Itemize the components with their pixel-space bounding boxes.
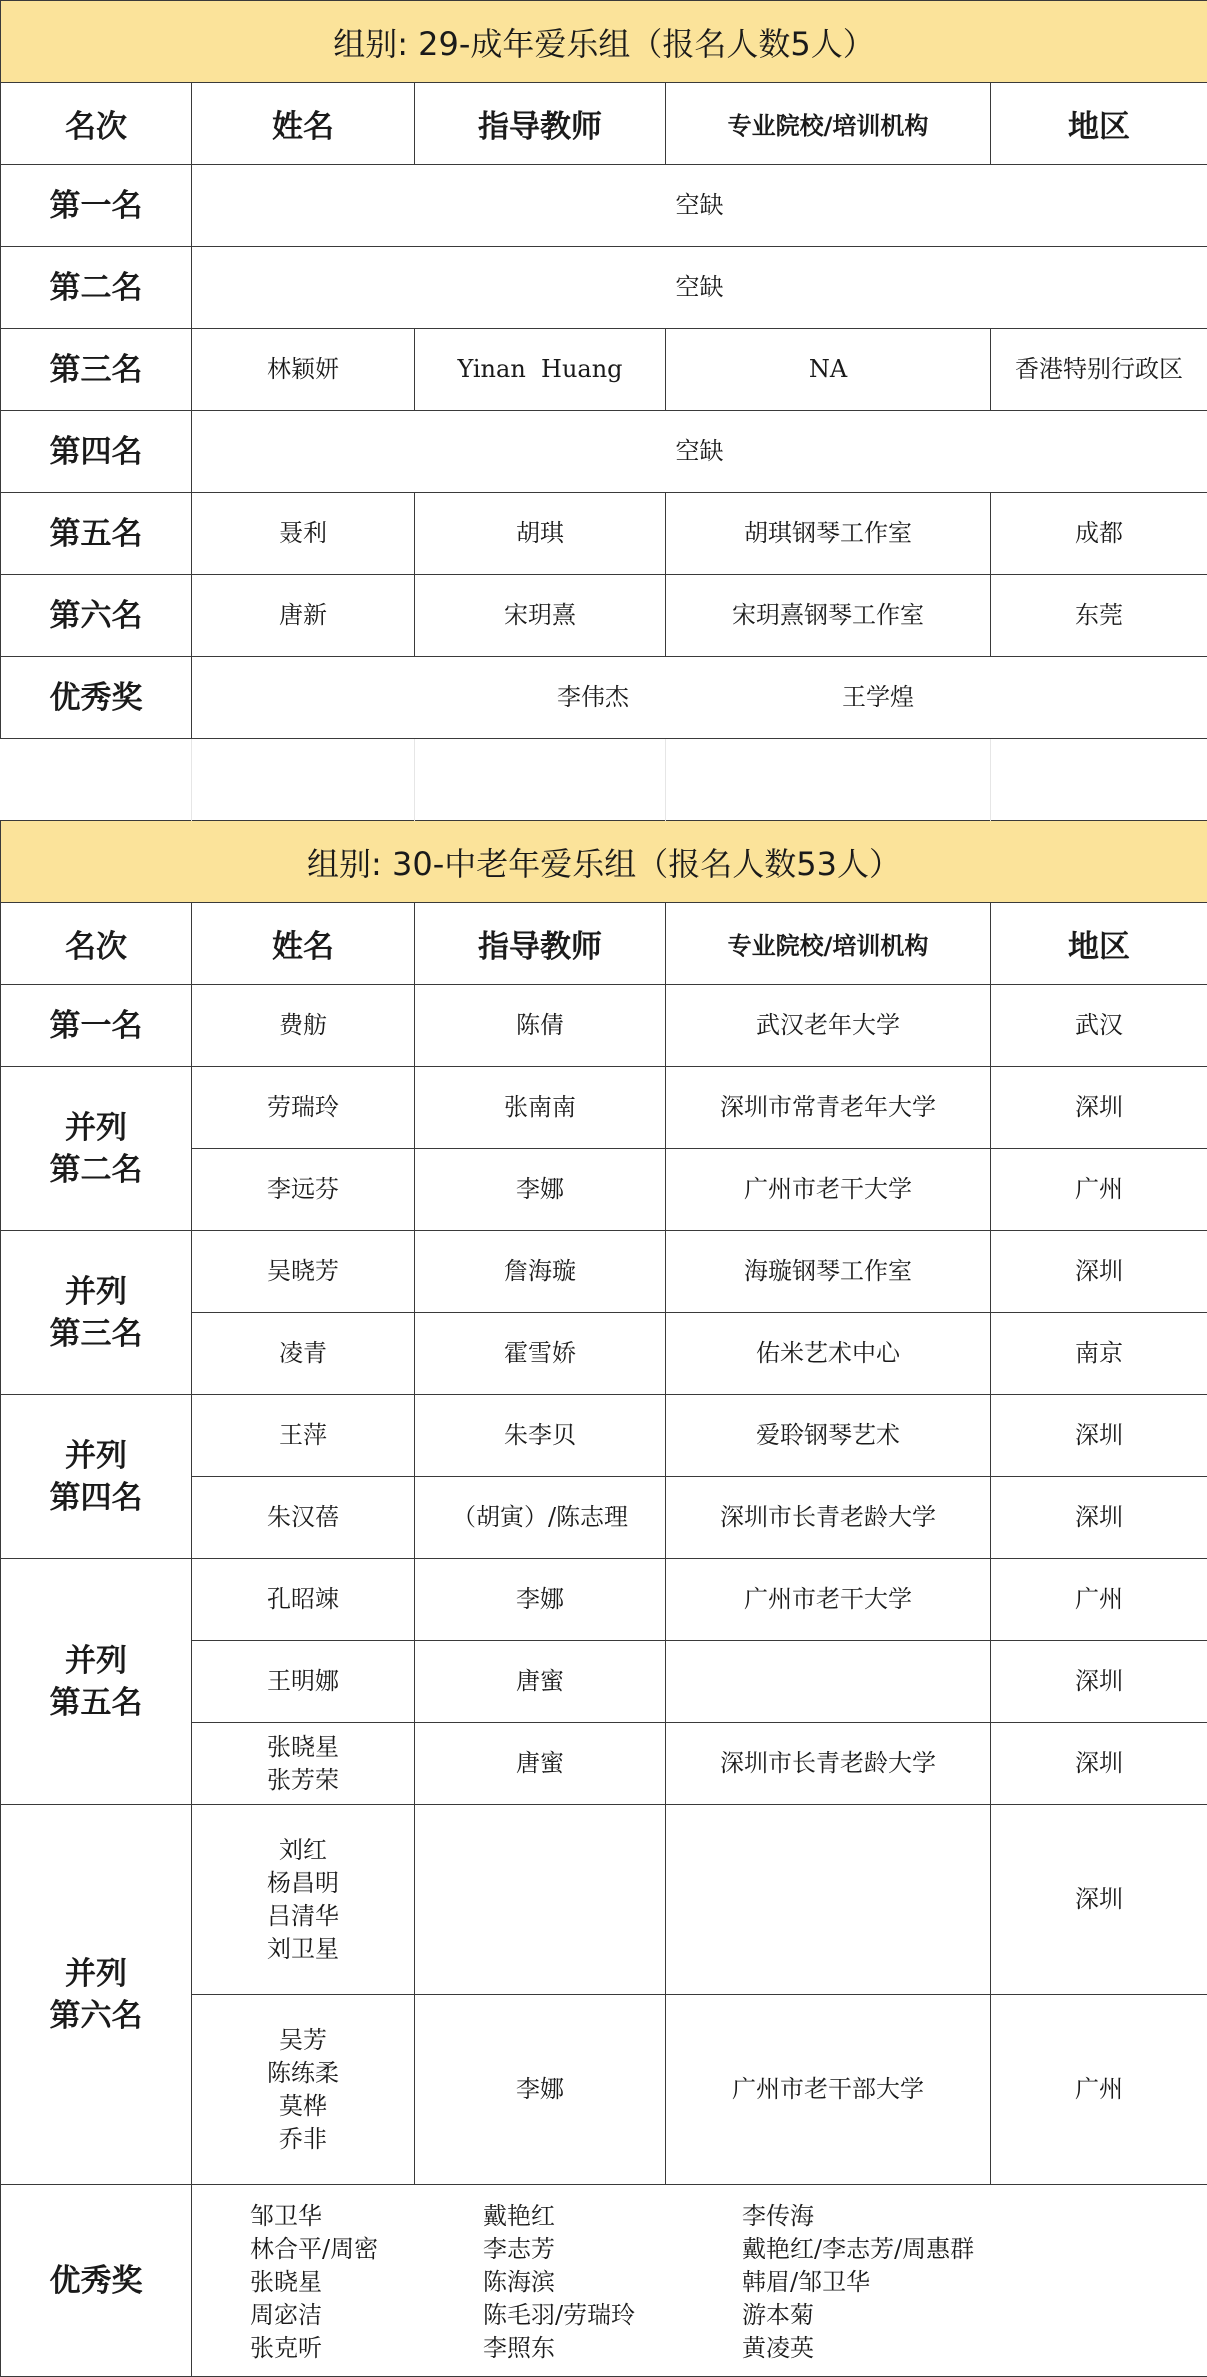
header-institution: 专业院校/培训机构: [666, 903, 991, 985]
table-row: [1, 575, 1207, 657]
rank-line: 并列: [65, 1955, 127, 1992]
excellence-name: 李伟杰: [557, 683, 629, 711]
rank-line: 并列: [65, 1109, 127, 1146]
excellence-name: 周宓洁: [250, 2300, 322, 2329]
name-line: 杨昌明: [267, 1868, 339, 1897]
rank-label: 第四名: [1, 411, 192, 493]
region-cell: 南京: [991, 1313, 1207, 1395]
name-cell: 林颖妍: [192, 329, 415, 411]
excellence-name: 戴艳红/李志芳/周惠群: [742, 2234, 975, 2263]
excellence-name: 张克听: [250, 2333, 322, 2362]
excellence-cell: [192, 657, 1207, 739]
region-cell: 东莞: [991, 575, 1207, 657]
rank-label: 第二名: [1, 247, 192, 329]
institution-cell: 深圳市长青老龄大学: [666, 1477, 991, 1559]
teacher-cell: 唐蜜: [415, 1641, 666, 1723]
table-row: [1, 1231, 1207, 1313]
excellence-name: 陈海滨: [483, 2267, 555, 2296]
name-line: 刘卫星: [267, 1934, 339, 1963]
table-row: [1, 329, 1207, 411]
name-line: 刘红: [279, 1835, 327, 1864]
teacher-cell: 张南南: [415, 1067, 666, 1149]
table-row: [1, 493, 1207, 575]
excellence-name: 黄凌英: [742, 2333, 814, 2362]
vacant-cell: 空缺: [192, 411, 1207, 493]
excellence-name: 游本菊: [742, 2300, 814, 2329]
group1-title-row: [1, 1, 1207, 83]
region-cell: 香港特别行政区: [991, 329, 1207, 411]
rank-label: 优秀奖: [1, 2185, 192, 2377]
header-region: 地区: [991, 83, 1207, 165]
institution-cell: 宋玥熹钢琴工作室: [666, 575, 991, 657]
name-cell: 费舫: [192, 985, 415, 1067]
rank-label: [1, 1395, 192, 1559]
institution-cell: 广州市老干部大学: [666, 1995, 991, 2185]
region-cell: 深圳: [991, 1067, 1207, 1149]
name-line: 张晓星: [267, 1732, 339, 1761]
region-cell: 深圳: [991, 1641, 1207, 1723]
header-region: 地区: [991, 903, 1207, 985]
region-cell: 广州: [991, 1995, 1207, 2185]
teacher-cell: Yinan Huang: [415, 329, 666, 411]
teacher-cell: 宋玥熹: [415, 575, 666, 657]
header-name: 姓名: [192, 903, 415, 985]
name-line: 莫桦: [279, 2091, 327, 2120]
teacher-cell: 詹海璇: [415, 1231, 666, 1313]
excellence-name: 李传海: [742, 2201, 814, 2230]
rank-line: 并列: [65, 1642, 127, 1679]
excellence-column: [483, 2200, 635, 2365]
rank-label: 第三名: [1, 329, 192, 411]
institution-cell: 胡琪钢琴工作室: [666, 493, 991, 575]
name-cell: 劳瑞玲: [192, 1067, 415, 1149]
header-teacher: 指导教师: [415, 83, 666, 165]
name-cell: [192, 1723, 415, 1805]
table-row: [1, 2185, 1207, 2377]
header-teacher: 指导教师: [415, 903, 666, 985]
rank-line: 第六名: [49, 1997, 143, 2034]
rank-line: 第三名: [49, 1315, 143, 1352]
name-cell: 王萍: [192, 1395, 415, 1477]
institution-cell: 深圳市常青老年大学: [666, 1067, 991, 1149]
rank-label: [1, 1559, 192, 1805]
teacher-cell: 李娜: [415, 1995, 666, 2185]
excellence-name: 邹卫华: [250, 2201, 322, 2230]
table-row: [1, 1559, 1207, 1641]
name-cell: 孔昭竦: [192, 1559, 415, 1641]
table-row: [1, 985, 1207, 1067]
rank-label: 第五名: [1, 493, 192, 575]
region-cell: 深圳: [991, 1231, 1207, 1313]
institution-cell: 海璇钢琴工作室: [666, 1231, 991, 1313]
excellence-column: [742, 2200, 974, 2365]
group1-header-row: [1, 83, 1207, 165]
name-line: 陈练柔: [267, 2058, 339, 2087]
header-rank: 名次: [1, 83, 192, 165]
header-rank: 名次: [1, 903, 192, 985]
rank-line: 第二名: [49, 1151, 143, 1188]
vacant-cell: 空缺: [192, 247, 1207, 329]
rank-label: 优秀奖: [1, 657, 192, 739]
name-cell: 聂利: [192, 493, 415, 575]
teacher-cell: 陈倩: [415, 985, 666, 1067]
header-name: 姓名: [192, 83, 415, 165]
group-spacer: [1, 739, 1207, 821]
rank-label: [1, 1805, 192, 2185]
excellence-name: 李志芳: [483, 2234, 555, 2263]
excellence-column: [250, 2200, 378, 2365]
rank-label: [1, 1067, 192, 1231]
excellence-name: 张晓星: [250, 2267, 322, 2296]
table-row: [1, 1395, 1207, 1477]
rank-label: 第六名: [1, 575, 192, 657]
group1-title: 组别: 29-成年爱乐组（报名人数5人）: [1, 1, 1207, 83]
institution-cell: 武汉老年大学: [666, 985, 991, 1067]
name-cell: 凌青: [192, 1313, 415, 1395]
table-row: [1, 657, 1207, 739]
name-cell: 吴晓芳: [192, 1231, 415, 1313]
excellence-name: 李照东: [483, 2333, 555, 2362]
region-cell: 成都: [991, 493, 1207, 575]
excellence-name: 韩眉/邹卫华: [742, 2267, 871, 2296]
institution-cell: NA: [666, 329, 991, 411]
excellence-name: 陈毛羽/劳瑞玲: [483, 2300, 636, 2329]
table-row: [1, 1805, 1207, 1995]
region-cell: 深圳: [991, 1395, 1207, 1477]
name-cell: [192, 1805, 415, 1995]
institution-cell: 佑米艺术中心: [666, 1313, 991, 1395]
rank-label: 第一名: [1, 985, 192, 1067]
excellence-name: 王学煌: [842, 683, 914, 711]
group2-title-row: [1, 821, 1207, 903]
institution-cell: [666, 1805, 991, 1995]
excellence-cell: [192, 2185, 1207, 2377]
name-line: 吕清华: [267, 1901, 339, 1930]
rank-label: 第一名: [1, 165, 192, 247]
rank-line: 第四名: [49, 1479, 143, 1516]
institution-cell: 广州市老干大学: [666, 1149, 991, 1231]
name-line: 乔非: [279, 2124, 327, 2153]
teacher-cell: （胡寅）/陈志理: [415, 1477, 666, 1559]
name-cell: 唐新: [192, 575, 415, 657]
region-cell: 广州: [991, 1559, 1207, 1641]
name-line: 张芳荣: [267, 1765, 339, 1794]
teacher-cell: 霍雪娇: [415, 1313, 666, 1395]
name-cell: 李远芬: [192, 1149, 415, 1231]
region-cell: 武汉: [991, 985, 1207, 1067]
teacher-cell: 胡琪: [415, 493, 666, 575]
rank-line: 并列: [65, 1437, 127, 1474]
table-row: [1, 411, 1207, 493]
region-cell: 深圳: [991, 1477, 1207, 1559]
excellence-name: 林合平/周密: [250, 2234, 379, 2263]
teacher-cell: 李娜: [415, 1149, 666, 1231]
region-cell: 广州: [991, 1149, 1207, 1231]
vacant-cell: 空缺: [192, 165, 1207, 247]
institution-cell: [666, 1641, 991, 1723]
rank-line: 第五名: [49, 1684, 143, 1721]
teacher-cell: [415, 1805, 666, 1995]
group2-header-row: [1, 903, 1207, 985]
table-row: [1, 165, 1207, 247]
teacher-cell: 朱李贝: [415, 1395, 666, 1477]
excellence-name: 戴艳红: [483, 2201, 555, 2230]
teacher-cell: 唐蜜: [415, 1723, 666, 1805]
institution-cell: 爱聆钢琴艺术: [666, 1395, 991, 1477]
teacher-cell: 李娜: [415, 1559, 666, 1641]
name-cell: [192, 1995, 415, 2185]
group2-title: 组别: 30-中老年爱乐组（报名人数53人）: [1, 821, 1207, 903]
name-cell: 王明娜: [192, 1641, 415, 1723]
header-institution: 专业院校/培训机构: [666, 83, 991, 165]
rank-line: 并列: [65, 1273, 127, 1310]
institution-cell: 广州市老干大学: [666, 1559, 991, 1641]
rank-label: [1, 1231, 192, 1395]
institution-cell: 深圳市长青老龄大学: [666, 1723, 991, 1805]
table-row: [1, 1067, 1207, 1149]
name-line: 吴芳: [279, 2025, 327, 2054]
region-cell: 深圳: [991, 1805, 1207, 1995]
name-cell: 朱汉蓓: [192, 1477, 415, 1559]
region-cell: 深圳: [991, 1723, 1207, 1805]
table-row: [1, 247, 1207, 329]
